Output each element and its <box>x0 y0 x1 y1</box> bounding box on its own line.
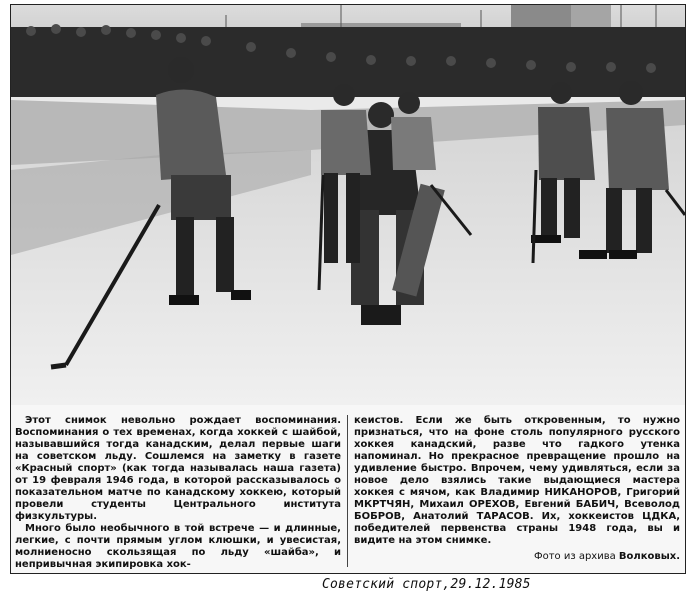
source-citation: Советский спорт,29.12.1985 <box>322 577 531 592</box>
photo-credit <box>354 551 680 563</box>
photo-illustration <box>11 5 685 405</box>
caption-paragraph: кеистов. Если же быть откровенным, то нужно признаться, что на фоне столь популярного русского хоккея канадский, разве что гадкого утенка напоминал. Но прекрасное превращение прошло на удивление быстро. Впрочем, чему удивляться, если за новое дело взялись такие выдающиеся мастера хоккея с мячом, как Владимир НИКАНОРОВ, Григорий МКРТЧЯН, Михаил ОРЕХОВ, Евгений БАБИЧ, Всеволод БОБРОВ, Анатолий ТАРАСОВ. Их, хоккеистов ЦДКА, победителей первенства страны 1948 года, вы и видите на этом снимке. <box>354 415 680 546</box>
photo-credit-name: Волковых. <box>618 551 680 562</box>
photo-credit-prefix: Фото из архива <box>533 551 619 562</box>
caption-paragraph: Этот снимок невольно рождает воспоминания. Воспоминания о тех временах, когда хоккей с шайбой, называвшийся тогда канадским, делал первые шаги на советском льду. Сошлемся на заметку в газете «Красный спорт» (как тогда называлась наша газета) от 19 февраля 1946 года, в которой рассказывалось о показательном матче по канадскому хоккею, который провели студенты Центрального института физкультуры. <box>15 415 341 522</box>
column-divider <box>347 415 348 567</box>
caption-paragraph: Много было необычного в той встрече — и длинные, легкие, с почти прямым углом клюшки, и увесистая, молниеносно скользящая по льду «шайба», и непривычная экипировка хок- <box>15 523 341 570</box>
caption-right-column <box>354 415 680 563</box>
newspaper-clipping <box>10 4 686 574</box>
photo-caption <box>11 409 685 571</box>
caption-left-column <box>15 415 341 571</box>
hockey-photo <box>11 5 685 405</box>
